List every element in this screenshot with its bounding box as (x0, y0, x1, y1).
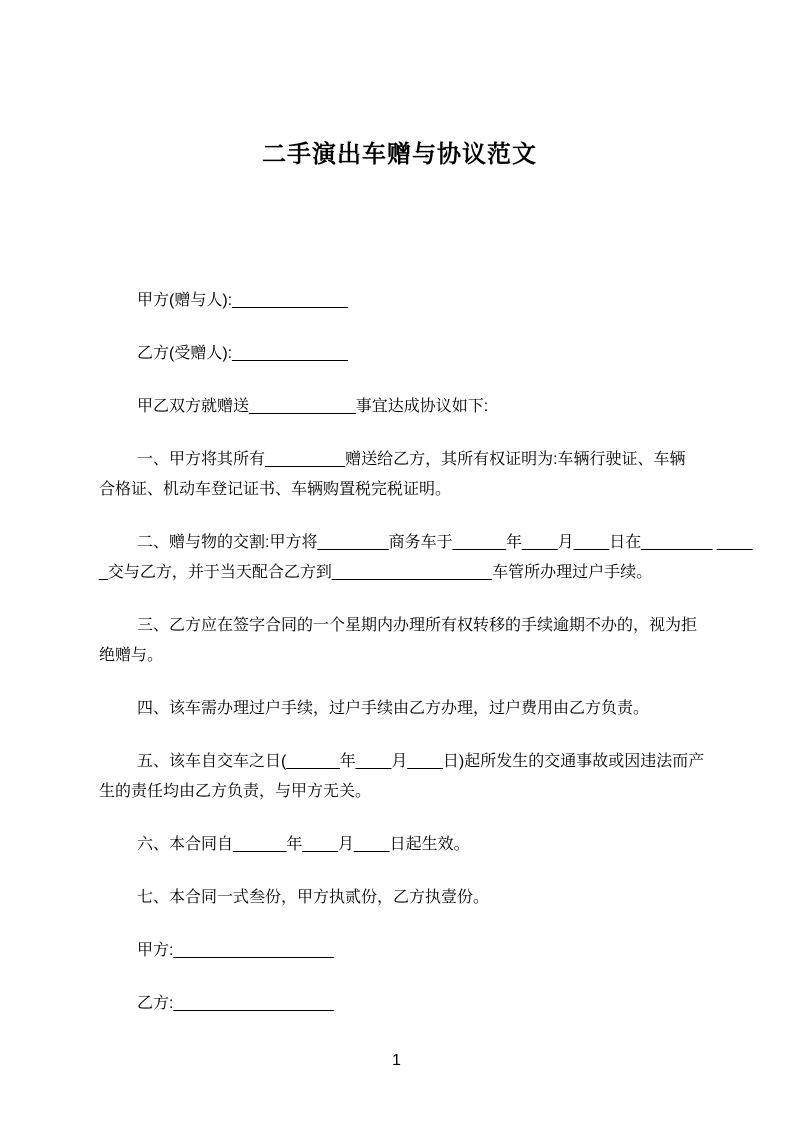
intro-line: 甲乙双方就赠送____________事宜达成协议如下: (137, 398, 489, 415)
party-b-label-line: 乙方(受赠人):_____________ (137, 345, 348, 362)
clause-3-line-2: 绝赠与。 (99, 647, 164, 664)
signature-party-a-line: 甲方:__________________ (137, 942, 334, 959)
document-content (99, 138, 753, 1042)
clause-2 (99, 528, 753, 588)
clause-6 (99, 830, 700, 860)
document-title: 二手演出车赠与协议范文 (262, 141, 537, 168)
clause-7-line-1: 七、本合同一式叁份，甲方执贰份，乙方执壹份。 (137, 889, 490, 906)
clause-7 (99, 883, 700, 913)
clause-2-line-1: 二、赠与物的交割:甲方将________商务车于______年____月____日在________ ____ (137, 534, 753, 551)
clause-6-line-1: 六、本合同自______年____月____日起生效。 (137, 836, 470, 853)
party-a-label (99, 286, 700, 316)
clause-3 (99, 611, 700, 671)
intro-paragraph (99, 392, 700, 422)
clause-3-line-1: 三、乙方应在签字合同的一个星期内办理所有权转移的手续逾期不办的，视为拒 (137, 617, 698, 634)
clause-4-line-1: 四、该车需办理过户手续，过户手续由乙方办理，过户费用由乙方负责。 (137, 700, 650, 717)
clause-2-line-2: _交与乙方，并于当天配合乙方到__________________车管所办理过户手续。 (99, 564, 653, 581)
signature-party-b-line: 乙方:__________________ (137, 995, 334, 1012)
clause-1-line-2: 合格证、机动车登记证书、车辆购置税完税证明。 (99, 481, 452, 498)
party-b-label (99, 339, 700, 369)
clause-5-line-1: 五、该车自交车之日(______年____月____日)起所发生的交通事故或因违法而产 (137, 753, 705, 770)
party-a-label-line: 甲方(赠与人):_____________ (137, 292, 348, 309)
page-number: 1 (392, 1052, 401, 1069)
clause-4 (99, 694, 700, 724)
signature-party-a (99, 936, 700, 966)
clause-1 (99, 445, 700, 505)
clause-5-line-2: 生的责任均由乙方负责，与甲方无关。 (99, 783, 372, 800)
clause-1-line-1: 一、甲方将其所有_________赠送给乙方，其所有权证明为:车辆行驶证、车辆 (137, 451, 686, 468)
signature-party-b (99, 989, 700, 1019)
clause-5 (99, 747, 705, 807)
